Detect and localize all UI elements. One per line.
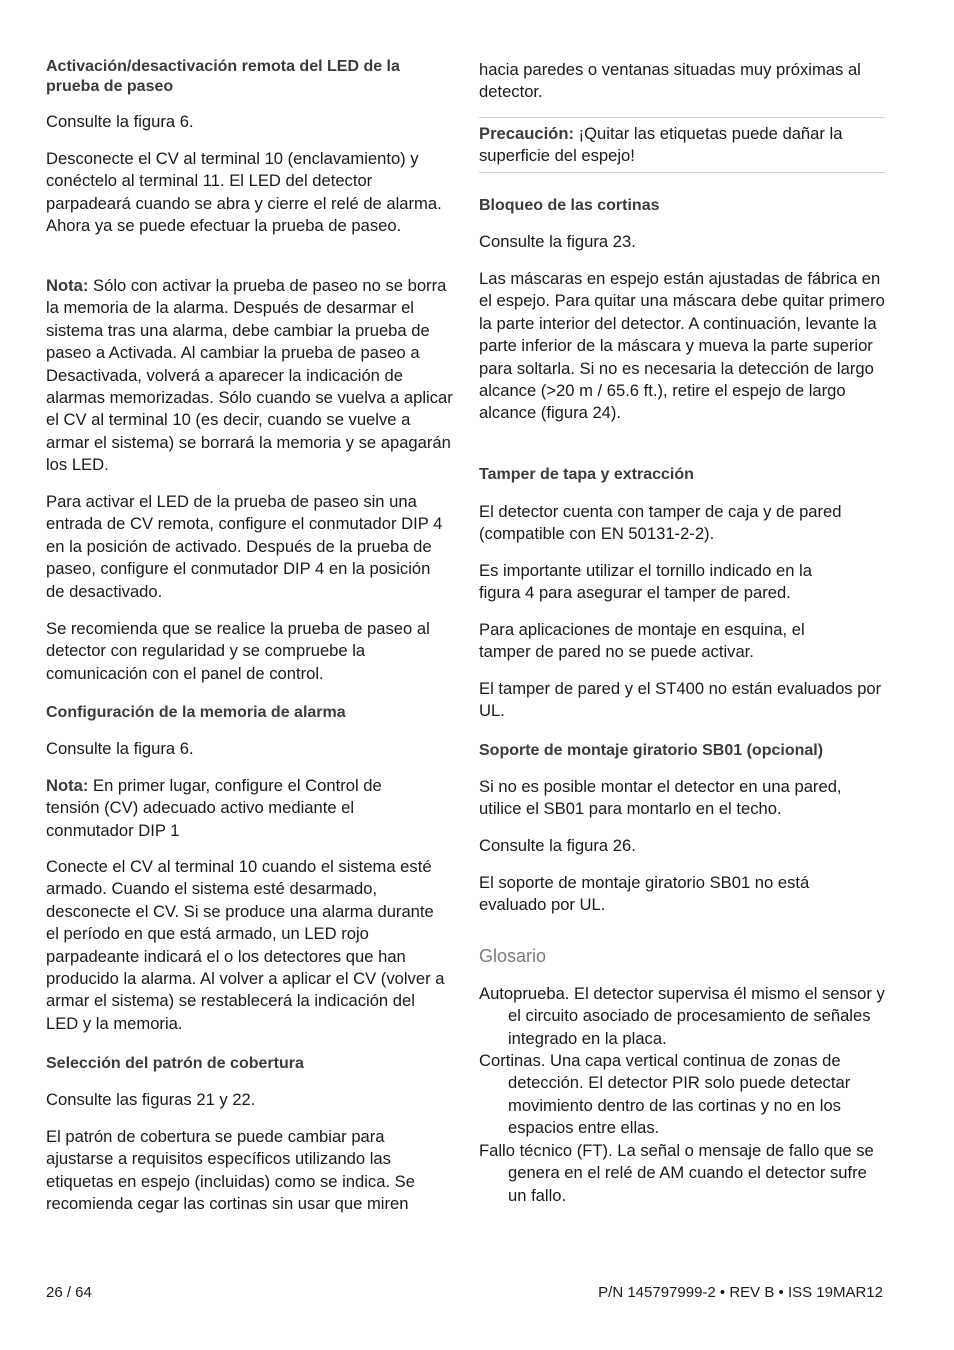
note-paragraph xyxy=(46,275,454,477)
paragraph: El detector cuenta con tamper de caja y de pared (compatible con EN 50131-2-2). xyxy=(479,502,842,544)
paragraph: El soporte de montaje giratorio SB01 no está evaluado por UL. xyxy=(479,873,810,915)
paragraph: El patrón de cobertura se puede cambiar para ajustarse a requisitos específicos utilizando las etiquetas en espejo (incluidas) como se indica. Se recomienda cegar las cortinas sin usar que miren xyxy=(46,1127,415,1214)
paragraph: El tamper de pared y el ST400 no están evaluados por UL. xyxy=(479,679,882,721)
caution-label: Precaución: xyxy=(479,124,574,143)
paragraph: Conecte el CV al terminal 10 cuando el sistema esté armado. Cuando el sistema esté desarmado, desconecte el CV. Si se produce una alarma durante el período en que está armado, un LED rojo parpadeante indicará el o los detectores que han producido la alarma. Al volver a aplicar el CV (volver a armar el sistema) se restablecerá la indicación del LED y la memoria. xyxy=(46,857,445,1033)
glossary-title: Glosario xyxy=(479,946,547,966)
paragraph: Consulte la figura 6. xyxy=(46,112,194,131)
note-text: Sólo con activar la prueba de paseo no se borra la memoria de la alarma. Después de desarmar el sistema tras una alarma, debe cambiar la prueba de paseo a Activada. Al cambiar la prueba de paseo a Desactivada, volverá a aparecer la indicación de alarmas memorizadas. Sólo cuando se vuelva a aplicar el CV al terminal 10 (es decir, cuando se vuelve a armar el sistema) se borrará la memoria y se apagarán los LED. xyxy=(46,276,453,475)
paragraph: hacia paredes o ventanas situadas muy próximas al detector. xyxy=(479,60,861,102)
page-number: 26 / 64 xyxy=(46,1284,92,1301)
paragraph: Se recomienda que se realice la prueba de paseo al detector con regularidad y se compruebe la comunicación con el panel de control. xyxy=(46,619,430,683)
note-paragraph xyxy=(46,775,426,842)
note-text: En primer lugar, configure el Control de tensión (CV) adecuado activo mediante el conmutador DIP 1 xyxy=(46,776,382,840)
paragraph: Consulte la figura 26. xyxy=(479,836,636,855)
heading-curtain-blocking: Bloqueo de las cortinas xyxy=(479,197,660,214)
caution-text: ¡Quitar las etiquetas puede dañar la superficie del espejo! xyxy=(479,124,843,166)
heading-remote-led: Activación/desactivación remota del LED de la prueba de paseo xyxy=(46,58,400,95)
paragraph: Si no es posible montar el detector en una pared, utilice el SB01 para montarlo en el techo. xyxy=(479,777,842,819)
divider xyxy=(479,172,885,173)
paragraph: Desconecte el CV al terminal 10 (enclavamiento) y conéctelo al terminal 11. El LED del detector parpadeará cuando se abra y cierre el relé de alarma. Ahora ya se puede efectuar la prueba de paseo. xyxy=(46,149,442,236)
glossary-item: Cortinas. Una capa vertical continua de zonas de detección. El detector PIR solo puede detectar movimiento dentro de las cortinas y no en los espacios entre ellas. xyxy=(479,1051,851,1138)
paragraph: Es importante utilizar el tornillo indicado en la figura 4 para asegurar el tamper de pared. xyxy=(479,561,812,603)
paragraph: Consulte las figuras 21 y 22. xyxy=(46,1090,256,1109)
note-label: Nota: xyxy=(46,776,89,795)
paragraph: Las máscaras en espejo están ajustadas de fábrica en el espejo. Para quitar una máscara debe quitar primero la parte interior del detector. A continuación, levante la parte inferior de la máscara y mueva la parte superior para soltarla. Si no es necesaria la detección de largo alcance (>20 m / 65.6 ft.), retire el espejo de largo alcance (figura 24). xyxy=(479,269,885,423)
paragraph: Para activar el LED de la prueba de paseo sin una entrada de CV remota, configure el conmutador DIP 4 en la posición de activado. Después de la prueba de paseo, configure el conmutador DIP 4 en la posición de desactivado. xyxy=(46,492,443,601)
glossary-item: Autoprueba. El detector supervisa él mismo el sensor y el circuito asociado de procesamiento de señales integrado en la placa. xyxy=(479,984,885,1048)
heading-alarm-memory: Configuración de la memoria de alarma xyxy=(46,704,346,721)
note-label: Nota: xyxy=(46,276,89,295)
paragraph: Consulte la figura 23. xyxy=(479,232,636,251)
document-reference: P/N 145797999-2 • REV B • ISS 19MAR12 xyxy=(598,1284,883,1301)
heading-sb01-bracket: Soporte de montaje giratorio SB01 (opcional) xyxy=(479,742,824,759)
heading-tamper: Tamper de tapa y extracción xyxy=(479,466,694,483)
paragraph: Consulte la figura 6. xyxy=(46,739,194,758)
paragraph: Para aplicaciones de montaje en esquina, el tamper de pared no se puede activar. xyxy=(479,620,805,662)
heading-coverage-pattern: Selección del patrón de cobertura xyxy=(46,1055,304,1072)
caution-paragraph xyxy=(479,123,879,168)
glossary-item: Fallo técnico (FT). La señal o mensaje de fallo que se genera en el relé de AM cuando el detector sufre un fallo. xyxy=(479,1141,874,1205)
divider xyxy=(479,117,885,118)
